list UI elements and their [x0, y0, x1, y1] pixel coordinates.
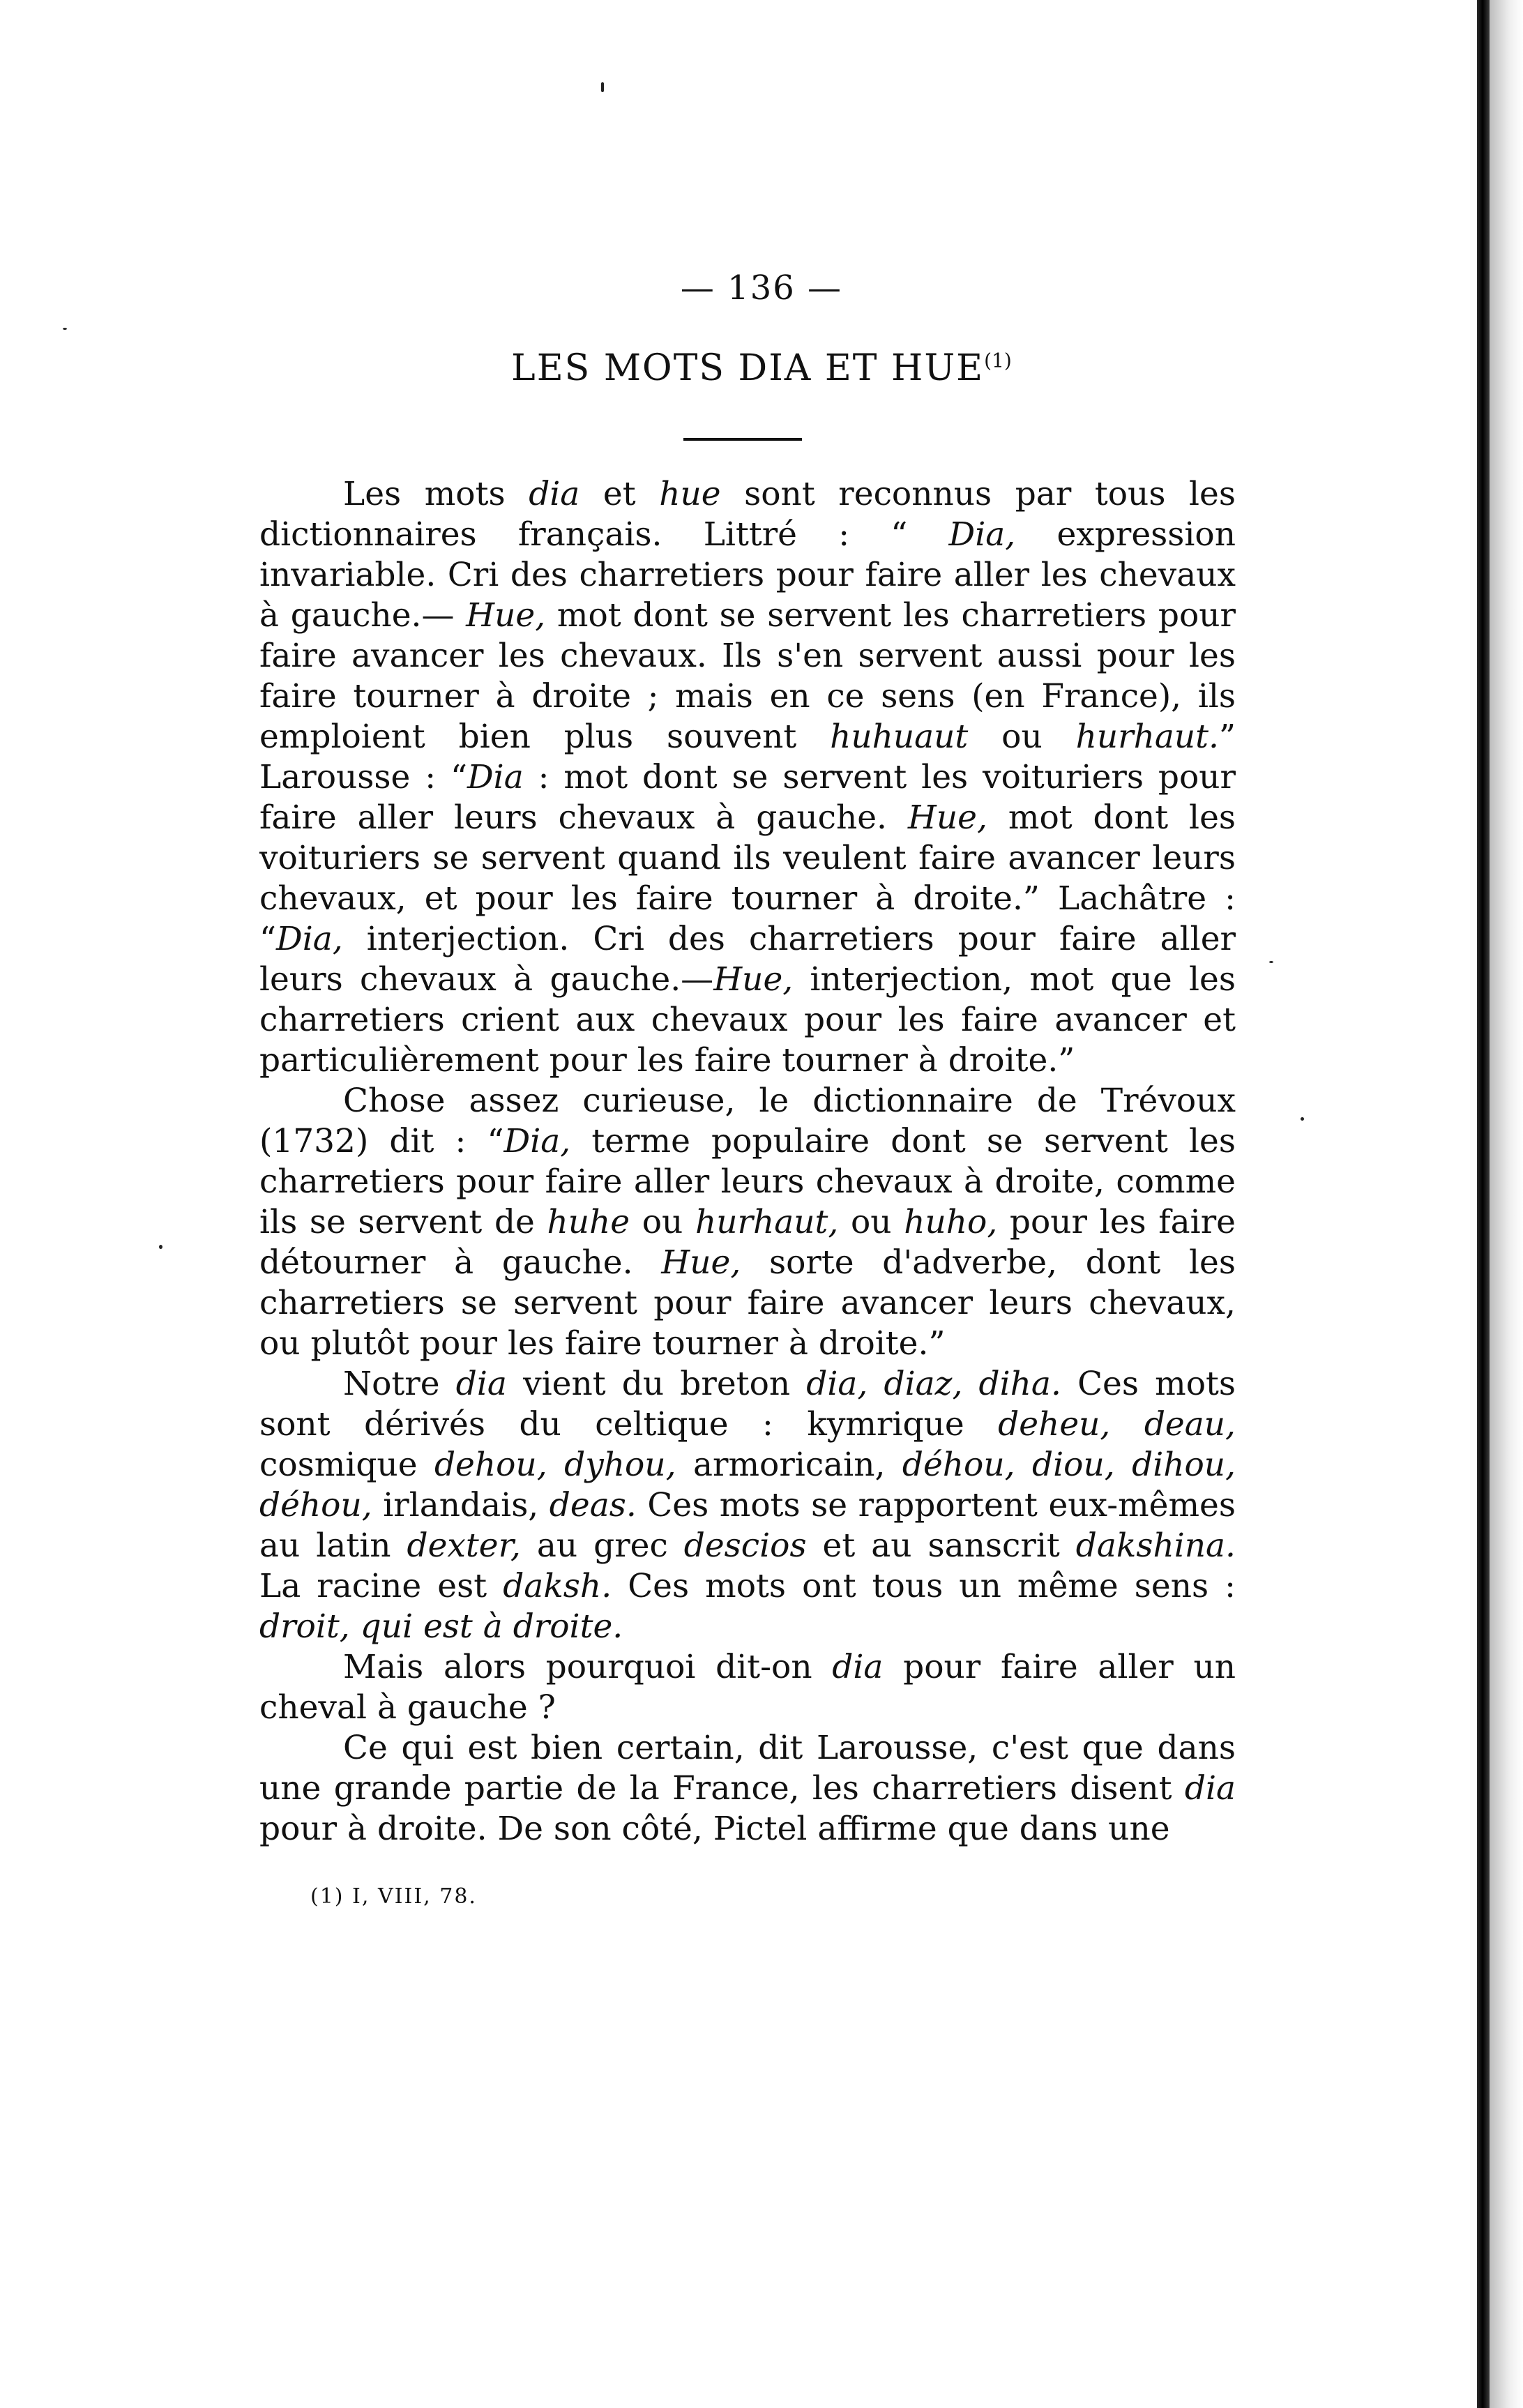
- italic-term: hurhaut.: [1075, 718, 1219, 756]
- text-run: La racine est: [259, 1567, 503, 1605]
- italic-term: Hue,: [466, 596, 546, 635]
- italic-term: Dia,: [276, 920, 343, 958]
- text-run: interjection, mot que les charretiers crient aux chevaux pour les faire avancer et particulièrement pour les faire tourner à droite.”: [259, 960, 1236, 1080]
- italic-term: dakshina.: [1075, 1527, 1236, 1565]
- italic-term: deas.: [549, 1486, 637, 1524]
- body-paragraph: [259, 474, 1236, 1081]
- italic-term: Hue,: [713, 960, 794, 999]
- italic-term: Hue,: [661, 1243, 741, 1282]
- text-run: cosmique: [259, 1446, 434, 1484]
- text-run: interjection. Cri des charretiers pour faire aller leurs chevaux à gauche.—: [259, 920, 1236, 999]
- text-run: et au sanscrit: [806, 1527, 1076, 1565]
- text-run: sont reconnus par tous les dictionnaires français. Littré : “: [259, 475, 1236, 554]
- text-run: au grec: [520, 1527, 684, 1565]
- text-run: vient du breton: [506, 1365, 807, 1403]
- body-paragraph: [259, 1081, 1236, 1364]
- italic-term: hurhaut,: [695, 1203, 839, 1241]
- italic-term: huhe: [547, 1203, 630, 1241]
- text-run: Ces mots se rapportent eux-mêmes au latin: [259, 1486, 1236, 1565]
- body-paragraph: [259, 1728, 1236, 1849]
- text-run: Ces mots ont tous un même sens :: [612, 1567, 1236, 1605]
- title-footnote-mark: (1): [984, 349, 1012, 372]
- text-run: Les mots: [343, 475, 529, 513]
- article-body: [259, 474, 1236, 1849]
- italic-term: dia: [455, 1365, 507, 1403]
- italic-term: dehou, dyhou,: [434, 1446, 676, 1484]
- text-run: terme populaire dont se servent les charretiers pour faire aller leurs chevaux à droite, comme ils se servent de: [259, 1122, 1236, 1241]
- italic-term: dia, diaz, diha.: [806, 1365, 1061, 1403]
- text-run: ou: [968, 718, 1076, 756]
- article-title: [0, 347, 1523, 389]
- italic-term: Dia,: [503, 1122, 571, 1160]
- italic-term: deheu, deau,: [998, 1405, 1236, 1444]
- text-run: Ces mots sont dérivés du celtique : kymrique: [259, 1365, 1236, 1444]
- text-run: : mot dont se servent les voituriers pour faire aller leurs chevaux à gauche.: [259, 758, 1236, 837]
- scan-speck: [1269, 961, 1273, 963]
- article-title-text: LES MOTS DIA ET HUE: [511, 347, 985, 389]
- italic-term: dia: [529, 475, 580, 513]
- scan-speck: [1301, 1117, 1304, 1121]
- italic-term: dexter,: [407, 1527, 521, 1565]
- text-run: et: [579, 475, 660, 513]
- text-run: pour à droite. De son côté, Pictel affirme que dans une: [259, 1810, 1170, 1848]
- text-run: pour les faire détourner à gauche.: [259, 1203, 1236, 1282]
- text-run: ” Larousse : “: [259, 718, 1236, 796]
- page-number: — 136 —: [680, 268, 843, 308]
- italic-term: dia: [832, 1648, 884, 1686]
- text-run: mot dont les voituriers se servent quand ils veulent faire avancer leurs chevaux, et pour les faire tourner à droite.” Lachâtre : “: [259, 798, 1236, 958]
- italic-term: huho,: [904, 1203, 998, 1241]
- italic-term: Dia,: [948, 515, 1016, 554]
- italic-term: dia: [1184, 1769, 1236, 1808]
- italic-term: hue: [659, 475, 721, 513]
- title-divider: [683, 438, 802, 441]
- scan-speck: [63, 328, 67, 330]
- italic-term: déhou, diou, dihou, déhou,: [259, 1446, 1236, 1524]
- text-run: Notre: [343, 1365, 456, 1403]
- text-run: ou: [630, 1203, 695, 1241]
- text-run: Mais alors pourquoi dit-on: [343, 1648, 833, 1686]
- text-run: sorte d'adverbe, dont les charretiers se servent pour faire avancer leurs chevaux, ou plutôt pour les faire tourner à droite.”: [259, 1243, 1236, 1363]
- body-paragraph: [259, 1364, 1236, 1647]
- page-binding-shadow: [1490, 0, 1523, 2408]
- text-run: irlandais,: [372, 1486, 550, 1524]
- page-binding-edge: [1477, 0, 1490, 2408]
- italic-term: Dia: [467, 758, 524, 796]
- text-run: ou: [838, 1203, 904, 1241]
- scan-speck: [601, 82, 604, 92]
- body-paragraph: [259, 1647, 1236, 1728]
- text-run: Ce qui est bien certain, dit Larousse, c'est que dans une grande partie de la France, les charretiers disent: [259, 1729, 1236, 1808]
- text-run: Chose assez curieuse, le dictionnaire de Trévoux (1732) dit : “: [259, 1082, 1236, 1160]
- text-run: expression invariable. Cri des charretiers pour faire aller les chevaux à gauche.—: [259, 515, 1236, 635]
- italic-term: daksh.: [503, 1567, 612, 1605]
- italic-term: Hue,: [907, 798, 987, 837]
- footnote: (1) I, VIII, 78.: [310, 1884, 477, 1909]
- text-run: armoricain,: [676, 1446, 902, 1484]
- italic-term: droit, qui est à droite.: [259, 1607, 623, 1646]
- text-run: mot dont se servent les charretiers pour faire avancer les chevaux. Ils s'en servent aussi pour les faire tourner à droite ; mais en ce sens (en France), ils emploient bien plus souvent: [259, 596, 1236, 756]
- italic-term: descios: [683, 1527, 807, 1565]
- italic-term: huhuaut: [830, 718, 969, 756]
- text-run: pour faire aller un cheval à gauche ?: [259, 1648, 1236, 1727]
- scan-speck: [159, 1245, 162, 1249]
